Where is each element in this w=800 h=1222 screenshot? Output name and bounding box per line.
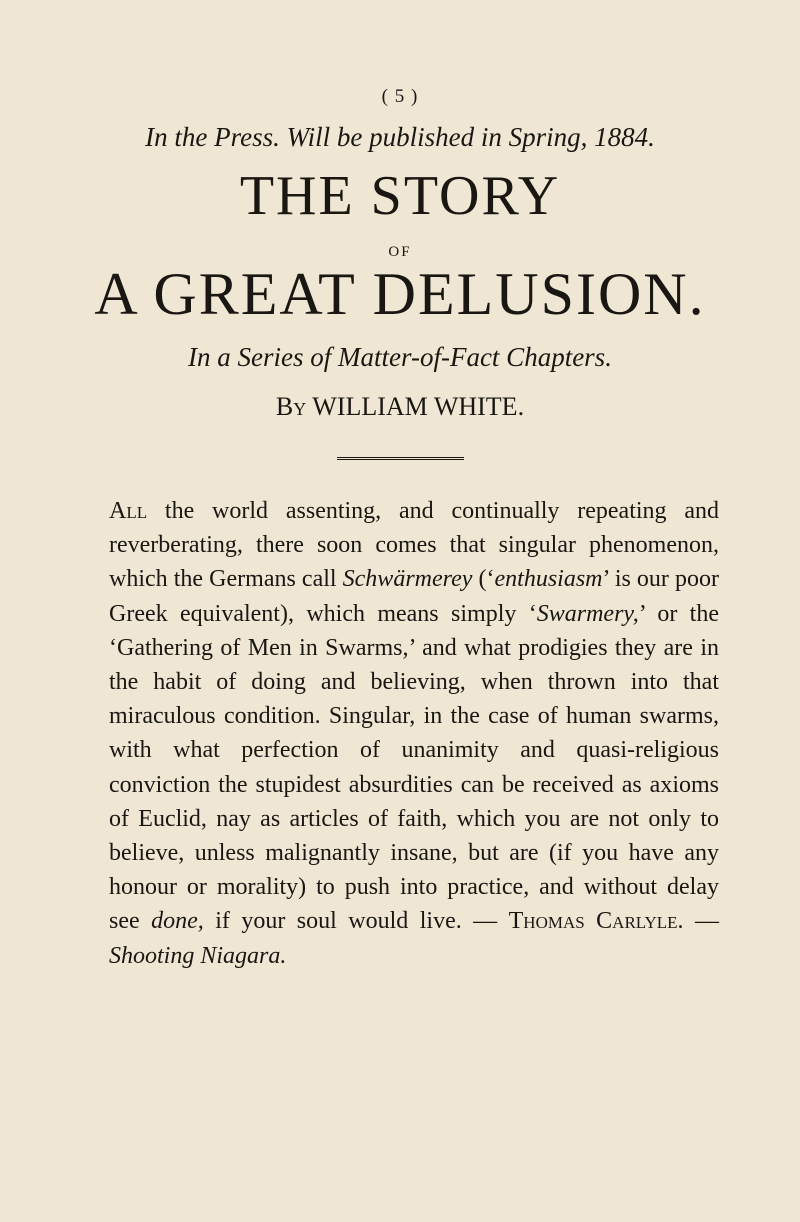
quote-source: Shooting Niagara. xyxy=(109,942,287,969)
title-sub: A GREAT DELUSION. xyxy=(94,261,706,327)
quote-text: if your soul would live. — xyxy=(203,908,509,935)
quote-text: ’ or the ‘Gathering of Men in Swarms,’ and what prodigies they are in the habit of doing and believing, when thrown into that miraculous condition. Singular, in the case of human swarms, with what perfection of unanimity and quasi-religious conviction the stupidest absurdities can be received as axioms of Euclid, nay as articles of faith, which you are not only to believe, unless malignantly insane, but are (if you have any honour or morality) to push into practice, and without delay see xyxy=(109,600,719,935)
title-main: THE STORY xyxy=(239,165,561,227)
author-name: WILLIAM WHITE. xyxy=(312,392,525,421)
subtitle: In a Series of Matter-of-Fact Chapters. xyxy=(188,342,612,372)
quote-text: (‘ xyxy=(472,566,495,593)
term-swarmery: Swarmery, xyxy=(536,600,639,627)
quote-lead: All xyxy=(109,498,148,524)
quote-paragraph xyxy=(109,494,719,973)
epigraph-quote xyxy=(109,494,719,973)
term-done: done, xyxy=(151,908,204,935)
quote-text: . — xyxy=(677,908,719,935)
title-connector: OF xyxy=(388,244,412,260)
divider-rule xyxy=(337,457,464,460)
term-enthusiasm: enthusiasm xyxy=(494,566,603,593)
quote-author: Thomas Carlyle xyxy=(508,908,678,935)
quote-text: ’ is our poor Greek equivalent), which means simply ‘ xyxy=(109,566,720,627)
byline-by: By xyxy=(275,392,307,421)
quote-text: the world assenting, and continually repeating and reverberating, there soon comes that singular phenomenon, which the Germans call xyxy=(109,498,719,593)
term-german: Schwärmerey xyxy=(342,566,473,593)
page-number: ( 5 ) xyxy=(381,86,419,107)
byline xyxy=(0,392,800,422)
publication-notice: In the Press. Will be published in Spring, 1884. xyxy=(145,122,655,152)
